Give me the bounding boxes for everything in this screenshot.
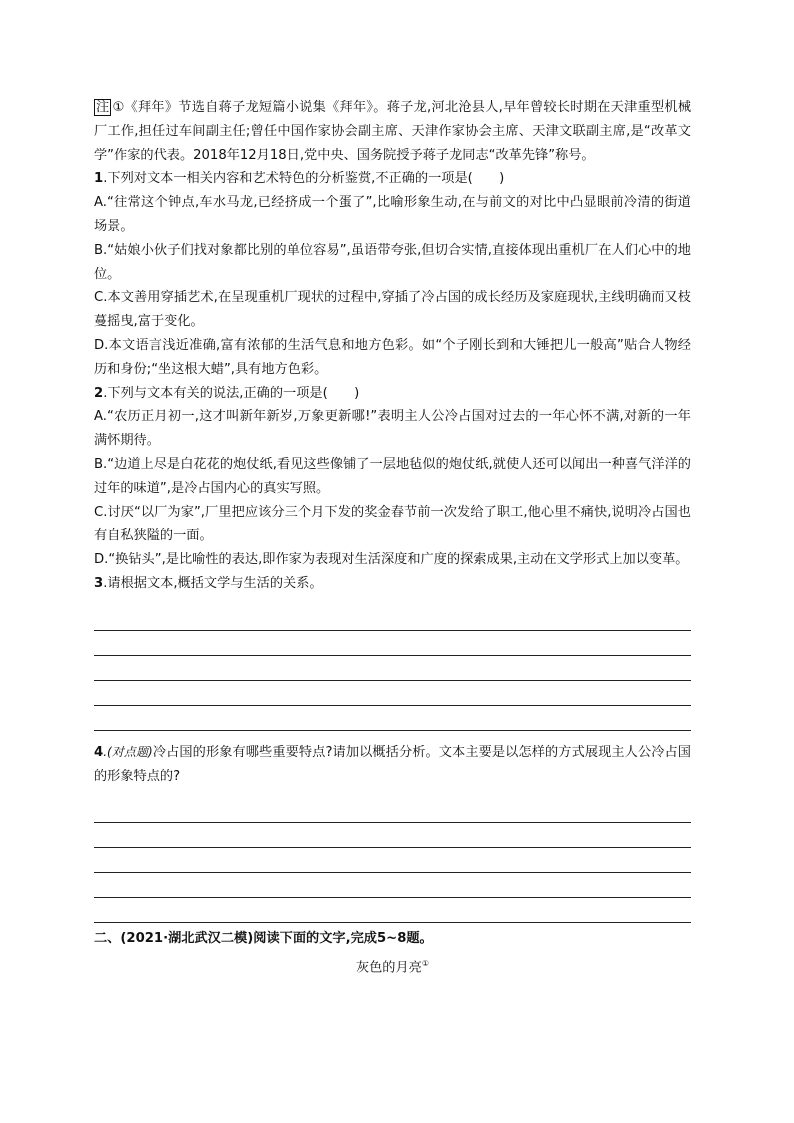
question-2-option-a: A.“农历正月初一,这才叫新年新岁,万象更新哪!”表明主人公冷占国对过去的一年心怀不满,对新的一年满怀期待。 bbox=[94, 409, 691, 449]
question-1-option-c: C.本文善用穿插艺术,在呈现重机厂现状的过程中,穿插了冷占国的成长经历及家庭现状,主线明确而又枝蔓摇曳,富于变化。 bbox=[94, 290, 691, 330]
answer-line[interactable] bbox=[94, 898, 691, 923]
question-2-number: 2 bbox=[94, 385, 104, 401]
footnote bbox=[94, 96, 691, 167]
answer-line[interactable] bbox=[94, 681, 691, 706]
answer-line[interactable] bbox=[94, 606, 691, 631]
answer-line[interactable] bbox=[94, 848, 691, 873]
question-1-option-a: A.“往常这个钟点,车水马龙,已经挤成一个蛋了”,比喻形象生动,在与前文的对比中凸显眼前冷清的街道场景。 bbox=[94, 195, 691, 234]
question-1-stem: .下列对文本一相关内容和艺术特色的分析鉴赏,不正确的一项是( ) bbox=[103, 171, 505, 187]
answer-line[interactable] bbox=[94, 656, 691, 681]
question-2-option-b: B.“边道上尽是白花花的炮仗纸,看见这些像铺了一层地毡似的炮仗纸,就使人还可以闻出一种喜气洋洋的过年的味道”,是冷占国内心的真实写照。 bbox=[94, 456, 691, 496]
note-text: ①《拜年》节选自蒋子龙短篇小说集《拜年》。蒋子龙,河北沧县人,早年曾较长时期在天津重型机械厂工作,担任过车间副主任;曾任中国作家协会副主席、天津作家协会主席、天津文联副主席,是“改革文学”作家的代表。2018年12月18日,党中央、国务院授予蒋子龙同志“改革先锋”称号。 bbox=[94, 100, 692, 163]
answer-line[interactable] bbox=[94, 798, 691, 823]
question-2-stem: .下列与文本有关的说法,正确的一项是( ) bbox=[103, 385, 360, 401]
section-2-heading: 二、(2021·湖北武汉二模)阅读下面的文字,完成5~8题。 bbox=[94, 931, 433, 947]
question-1-number: 1 bbox=[94, 171, 104, 187]
question-4-answer-lines[interactable] bbox=[94, 798, 691, 923]
article-title-ref: ① bbox=[421, 959, 430, 969]
question-1 bbox=[94, 167, 691, 381]
question-4-stem: 冷占国的形象有哪些重要特点?请加以概括分析。文本主要是以怎样的方式展现主人公冷占国的形象特点的? bbox=[94, 744, 691, 784]
note-label: 注 bbox=[96, 100, 110, 115]
question-2-option-c: C.讨厌“以厂为家”,厂里把应该分三个月下发的奖金春节前一次发给了职工,他心里不痛快,说明冷占国也有自私狭隘的一面。 bbox=[94, 504, 691, 544]
article-title bbox=[94, 951, 691, 981]
question-2 bbox=[94, 382, 691, 572]
question-4-tag: .(对点题) bbox=[103, 744, 153, 759]
question-1-option-b: B.“姑娘小伙子们找对象都比别的单位容易”,虽语带夸张,但切合实情,直接体现出重机厂在人们心中的地位。 bbox=[94, 242, 691, 282]
question-2-option-d: D.“换钻头”,是比喻性的表达,即作家为表现对生活深度和广度的探索成果,主动在文学形式上加以变革。 bbox=[94, 552, 689, 568]
question-3-number: 3 bbox=[94, 575, 104, 591]
answer-line[interactable] bbox=[94, 873, 691, 898]
question-4-number: 4 bbox=[94, 744, 104, 760]
question-3 bbox=[94, 572, 691, 731]
article-title-text: 灰色的月亮 bbox=[355, 960, 422, 976]
answer-line[interactable] bbox=[94, 631, 691, 656]
question-3-stem: .请根据文本,概括文学与生活的关系。 bbox=[103, 575, 323, 591]
answer-line[interactable] bbox=[94, 706, 691, 731]
question-4 bbox=[94, 741, 691, 924]
question-1-option-d: D.本文语言浅近准确,富有浓郁的生活气息和地方色彩。如“个子刚长到和大锤把儿一般高”贴合人物经历和身份;“坐这根大蜡”,具有地方色彩。 bbox=[94, 337, 691, 377]
answer-line[interactable] bbox=[94, 823, 691, 848]
question-3-answer-lines[interactable] bbox=[94, 606, 691, 731]
